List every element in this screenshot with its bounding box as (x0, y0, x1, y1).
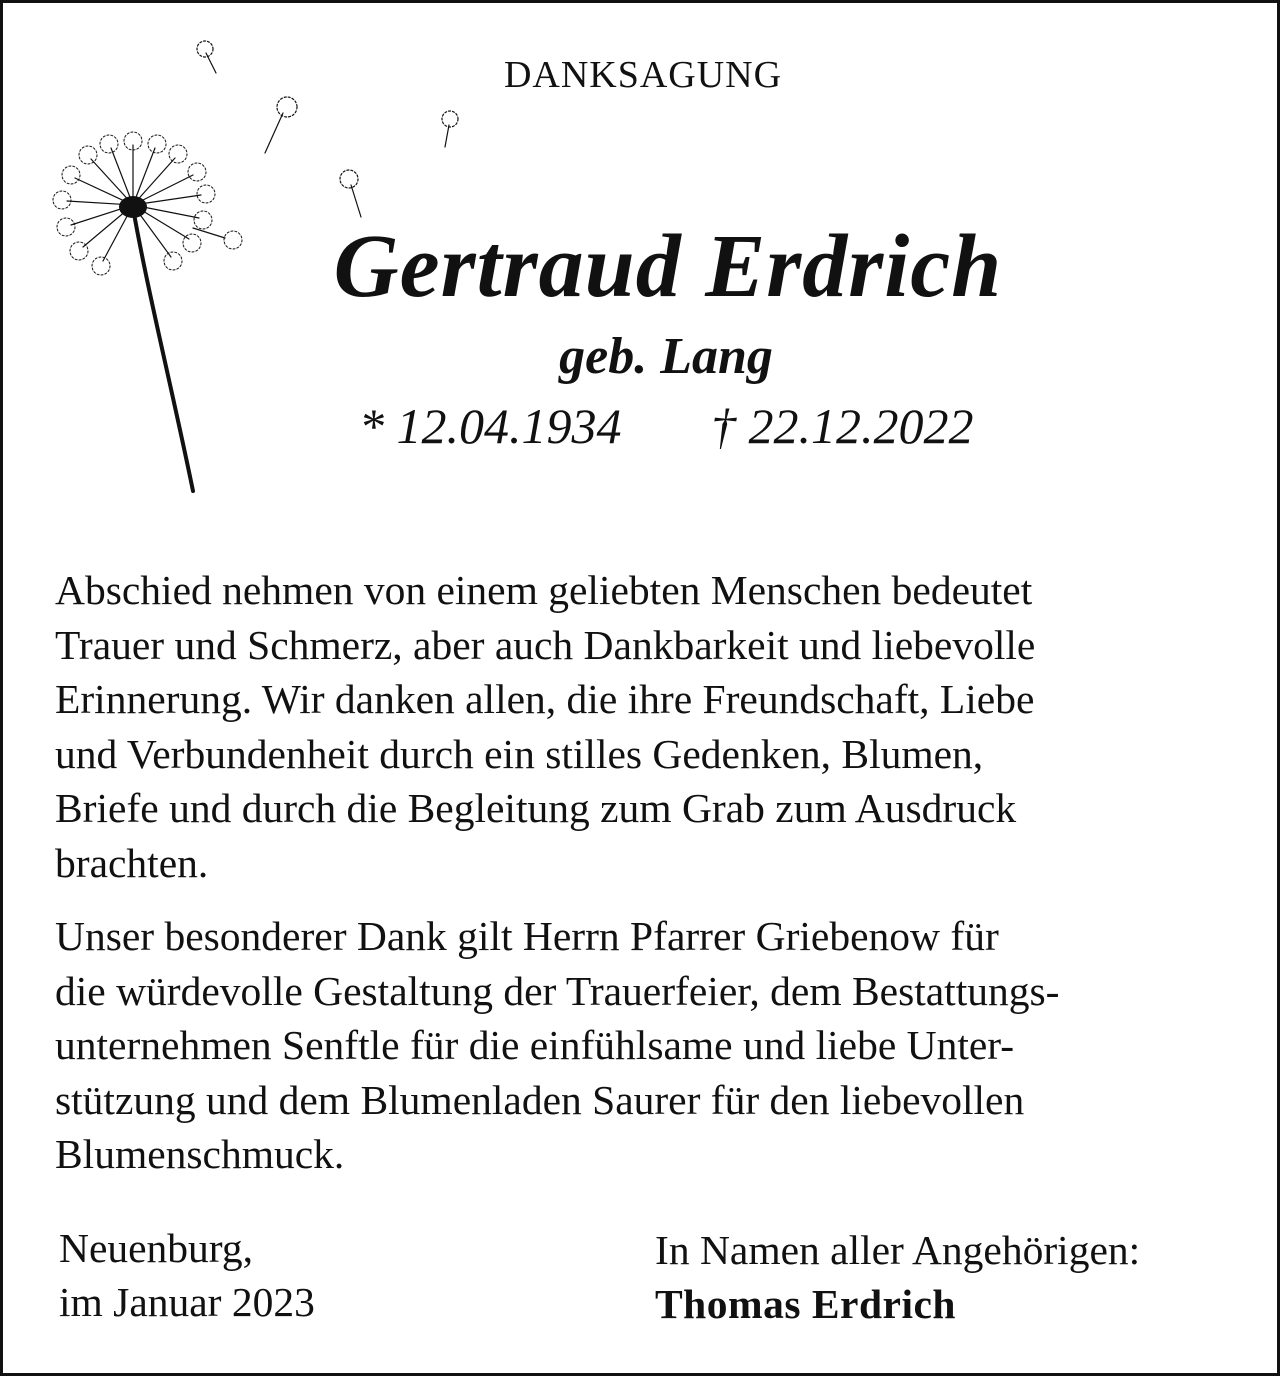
paragraph-line: Unser besonderer Dank gilt Herrn Pfarrer Griebenow für (55, 913, 999, 959)
special-thanks-paragraph (55, 909, 1255, 1182)
paragraph-line: Erinnerung. Wir danken allen, die ihre Freundschaft, Liebe (55, 676, 1035, 722)
death-date: † 22.12.2022 (711, 398, 974, 454)
paragraph-line: unternehmen Senftle für die einfühlsame und liebe Unter- (55, 1022, 1015, 1068)
signature-intro: In Namen aller Angehörigen: (655, 1227, 1141, 1273)
signer-name: Thomas Erdrich (655, 1281, 956, 1327)
paragraph-line: stützung und dem Blumenladen Saurer für den liebevollen (55, 1076, 1025, 1123)
thanks-paragraph (55, 563, 1255, 890)
place-city: Neuenburg, (59, 1225, 254, 1271)
signature (655, 1223, 1140, 1331)
place-month: im Januar 2023 (59, 1279, 315, 1325)
paragraph-line: die würdevolle Gestaltung der Trauerfeier, dem Bestattungs- (55, 967, 1060, 1014)
paragraph-line: Blumenschmuck. (55, 1131, 345, 1177)
paragraph-line: brachten. (55, 839, 209, 886)
paragraph-line: Abschied nehmen von einem geliebten Menschen bedeutet (55, 567, 1033, 613)
deceased-name: Gertraud Erdrich (333, 217, 1003, 316)
birth-date: * 12.04.1934 (359, 398, 622, 454)
paragraph-line: Briefe und durch die Begleitung zum Grab zum Ausdruck (55, 785, 1017, 831)
place-date (59, 1221, 315, 1329)
heading: DANKSAGUNG (503, 54, 783, 96)
paragraph-line: Trauer und Schmerz, aber auch Dankbarkeit und liebevolle (55, 621, 1036, 668)
life-dates (359, 397, 974, 455)
maiden-name: geb. Lang (559, 328, 773, 385)
paragraph-line: und Verbundenheit durch ein stilles Gedenken, Blumen, (55, 730, 984, 777)
